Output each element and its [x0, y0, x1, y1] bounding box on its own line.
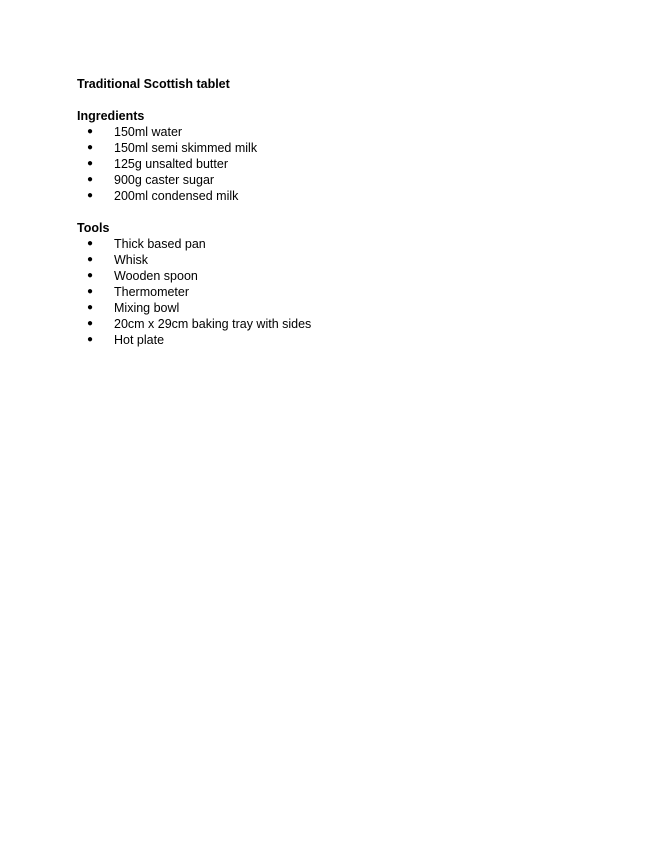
bullet-icon: ●	[87, 174, 94, 185]
tools-list	[77, 236, 577, 348]
ingredient-text: 200ml condensed milk	[114, 189, 239, 203]
ingredient-text: 150ml water	[114, 125, 183, 139]
bullet-icon: ●	[87, 270, 94, 281]
tool-text: Thick based pan	[114, 237, 206, 251]
tool-text: 20cm x 29cm baking tray with sides	[114, 317, 312, 331]
bullet-icon: ●	[87, 126, 94, 137]
bullet-icon: ●	[87, 286, 94, 297]
document-title: Traditional Scottish tablet	[77, 77, 230, 91]
ingredient-text: 900g caster sugar	[114, 173, 215, 187]
bullet-icon: ●	[87, 334, 94, 345]
list-item	[77, 332, 577, 348]
list-item	[77, 236, 577, 252]
bullet-icon: ●	[87, 302, 94, 313]
list-item	[77, 188, 577, 204]
bullet-icon: ●	[87, 318, 94, 329]
ingredients-heading: Ingredients	[77, 109, 145, 123]
bullet-icon: ●	[87, 158, 94, 169]
tool-text: Hot plate	[114, 333, 165, 347]
ingredient-text: 150ml semi skimmed milk	[114, 141, 258, 155]
list-item	[77, 268, 577, 284]
list-item	[77, 124, 577, 140]
tool-text: Mixing bowl	[114, 301, 180, 315]
list-item	[77, 284, 577, 300]
bullet-icon: ●	[87, 190, 94, 201]
document-body	[77, 76, 577, 348]
ingredients-list	[77, 124, 577, 204]
ingredient-text: 125g unsalted butter	[114, 157, 228, 171]
list-item	[77, 140, 577, 156]
bullet-icon: ●	[87, 254, 94, 265]
list-item	[77, 300, 577, 316]
list-item	[77, 316, 577, 332]
tool-text: Wooden spoon	[114, 269, 198, 283]
list-item	[77, 172, 577, 188]
bullet-icon: ●	[87, 142, 94, 153]
bullet-icon: ●	[87, 238, 94, 249]
list-item	[77, 252, 577, 268]
tool-text: Whisk	[114, 253, 149, 267]
tools-heading: Tools	[77, 221, 110, 235]
list-item	[77, 156, 577, 172]
tool-text: Thermometer	[114, 285, 190, 299]
